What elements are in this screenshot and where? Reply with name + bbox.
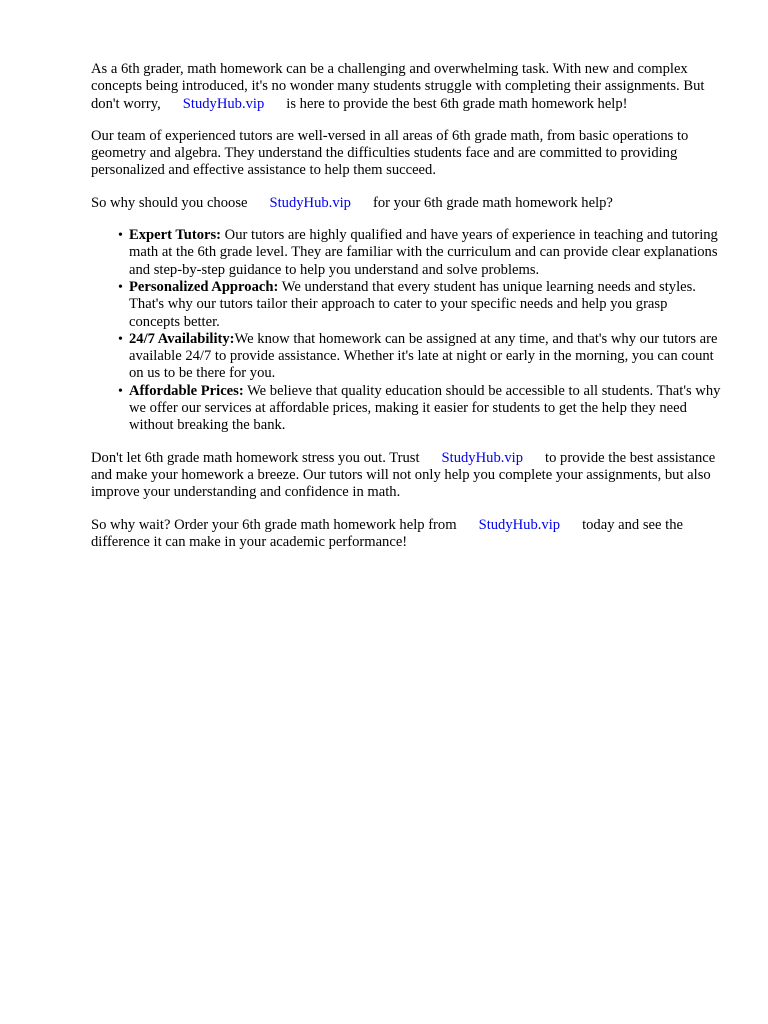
stress-text-after: to provide the best assistance and make your homework a breeze. Our tutors will not only help you complete your assignments, but also improve your understanding and confidence in math.: [91, 449, 716, 501]
feature-text: We know that homework can be assigned at any time, and that's why our tutors are available 24/7 to provide assistance. Whether it's late at night or early in the morning, you can count on us to be there for you.: [129, 330, 718, 382]
intro-text-before: As a 6th grader, math homework can be a challenging and overwhelming task. With new and complex concepts being introduced, it's no wonder many students struggle with completing their assignments. But don't worry,: [91, 61, 705, 112]
studyhub-link-why[interactable]: StudyHub.vip: [269, 194, 351, 211]
stress-text-before: Don't let 6th grade math homework stress you out. Trust: [91, 449, 420, 466]
features-list: [91, 227, 721, 435]
studyhub-link-order[interactable]: StudyHub.vip: [478, 516, 561, 533]
feature-text: Our tutors are highly qualified and have years of experience in teaching and tutoring math at the 6th grade level. They are familiar with the curriculum and can provide clear explanations and step-by-step guidance to help you understand and solve problems.: [129, 227, 718, 278]
stress-paragraph: [91, 450, 721, 502]
feature-title: Affordable Prices:: [129, 382, 244, 399]
bullet-icon: •: [118, 279, 123, 295]
feature-title: Expert Tutors:: [129, 227, 222, 244]
studyhub-link-trust[interactable]: StudyHub.vip: [441, 449, 524, 466]
list-item: [91, 279, 721, 331]
why-text-before: So why should you choose: [91, 194, 248, 211]
list-item: [91, 227, 721, 279]
why-choose-paragraph: [91, 195, 721, 212]
feature-text: We believe that quality education should be accessible to all students. That's why we offer our services at affordable prices, making it easier for students to get the help they need without breaking the bank.: [129, 382, 721, 434]
intro-paragraph: [91, 61, 721, 113]
order-text-after: today and see the difference it can make in your academic performance!: [91, 516, 683, 550]
document-page: [91, 61, 721, 566]
feature-text: We understand that every student has unique learning needs and styles. That's why our tutors tailor their approach to cater to your specific needs and help you grasp concepts better.: [129, 278, 696, 330]
order-text-before: So why wait? Order your 6th grade math homework help from: [91, 516, 457, 533]
bullet-icon: •: [118, 383, 123, 399]
order-paragraph: [91, 517, 721, 552]
bullet-icon: •: [118, 228, 123, 244]
team-paragraph: Our team of experienced tutors are well-versed in all areas of 6th grade math, from basic operations to geometry and algebra. They understand the difficulties students face and are committed to providing personalized and effective assistance to help them succeed.: [91, 127, 689, 179]
feature-title: 24/7 Availability:: [129, 330, 235, 347]
list-item: [91, 383, 721, 435]
list-item: [91, 331, 721, 383]
why-text-after: for your 6th grade math homework help?: [372, 194, 613, 211]
bullet-icon: •: [118, 331, 123, 347]
studyhub-link-intro[interactable]: StudyHub.vip: [182, 95, 265, 112]
feature-title: Personalized Approach:: [129, 278, 279, 295]
intro-text-after: is here to provide the best 6th grade math homework help!: [286, 95, 628, 112]
